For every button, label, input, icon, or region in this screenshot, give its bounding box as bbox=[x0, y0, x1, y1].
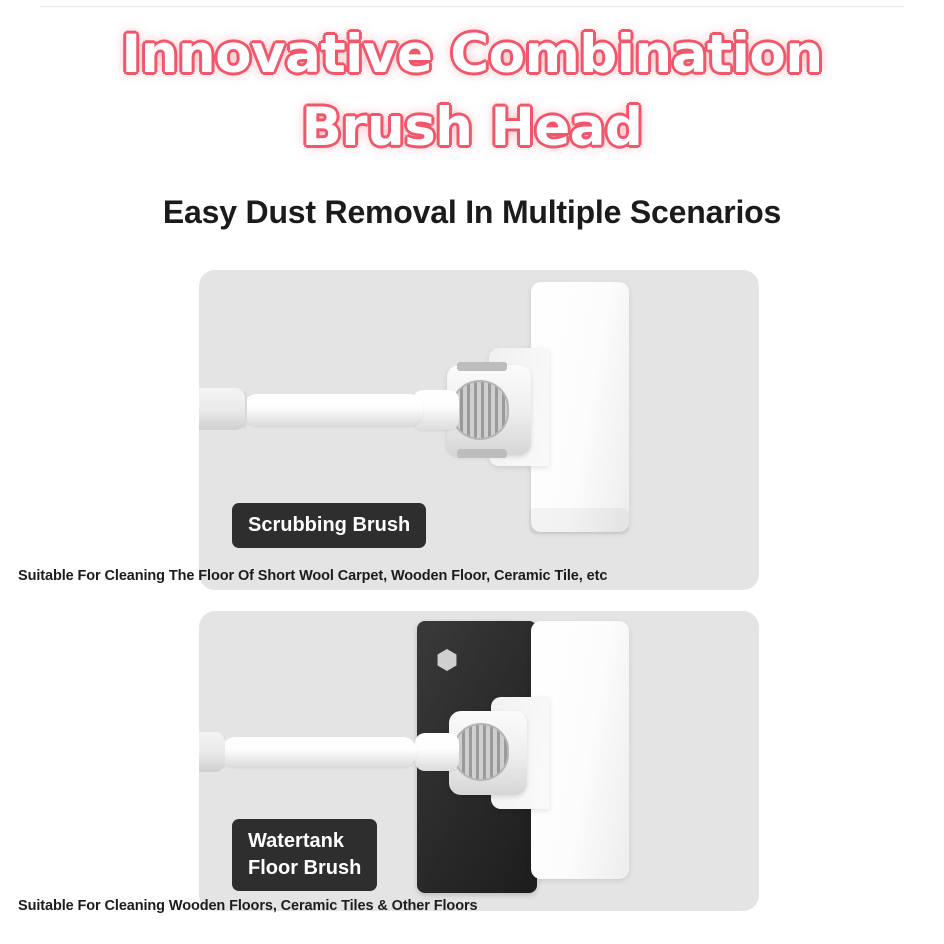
brush-neck bbox=[415, 733, 459, 771]
page-subtitle: Easy Dust Removal In Multiple Scenarios bbox=[162, 194, 782, 230]
caption-chip-scrubbing-brush bbox=[232, 503, 426, 548]
panel-note-watertank-floor-brush: Suitable For Cleaning Wooden Floors, Ceramic Tiles & Other Floors bbox=[18, 898, 478, 914]
nozzle-ribbed bbox=[451, 380, 509, 440]
panel-scrubbing-brush bbox=[199, 270, 759, 590]
panel-note-scrubbing-brush: Suitable For Cleaning The Floor Of Short Wool Carpet, Wooden Floor, Ceramic Tile, etc bbox=[18, 568, 608, 584]
tube-end-cap bbox=[199, 388, 245, 430]
caption-chip-line2: Floor Brush bbox=[248, 856, 362, 879]
caption-chip-watertank-floor-brush bbox=[232, 819, 377, 891]
hub-clip-bottom bbox=[457, 449, 507, 458]
nozzle-ribbed bbox=[453, 723, 509, 781]
page-title bbox=[0, 18, 944, 164]
caption-chip-line1: Scrubbing Brush bbox=[248, 513, 411, 536]
top-divider bbox=[40, 6, 904, 7]
vacuum-tube bbox=[221, 737, 417, 767]
page-title-line2: Brush Head bbox=[301, 97, 643, 159]
vacuum-tube bbox=[243, 394, 423, 426]
page-title-line1: Innovative Combination bbox=[121, 24, 823, 85]
plate-shadow bbox=[529, 508, 629, 534]
panel-watertank-floor-brush bbox=[199, 611, 759, 911]
hub-clip-top bbox=[457, 362, 507, 371]
caption-chip-line1: Watertank bbox=[248, 830, 344, 853]
tube-end-cap bbox=[199, 732, 225, 772]
